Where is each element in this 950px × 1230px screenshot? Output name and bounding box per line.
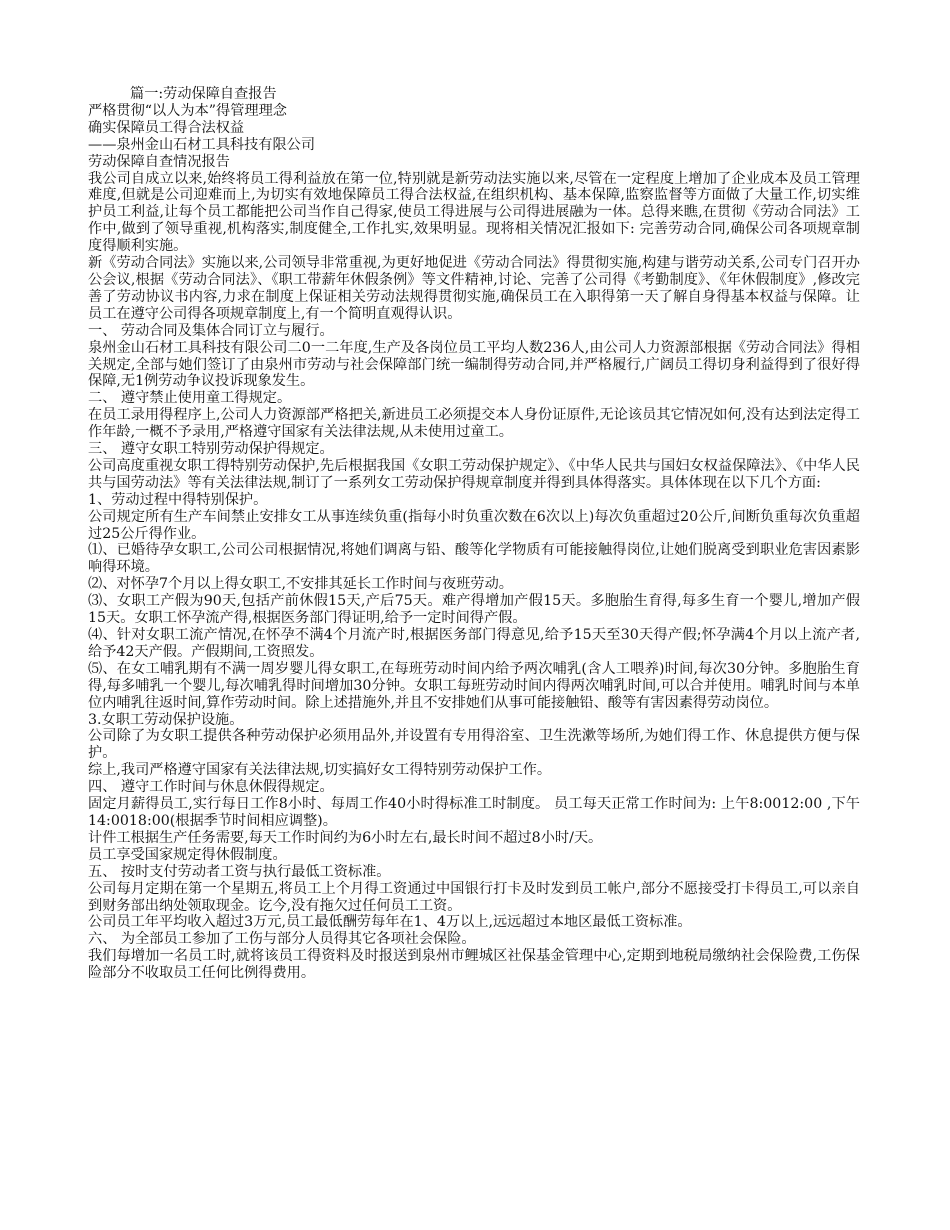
document-paragraph: ⑵、对怀孕7个月以上得女职工,不安排其延长工作时间与夜班劳动。 [88, 576, 513, 593]
document-paragraph: 确实保障员工得合法权益 [88, 119, 245, 136]
document-paragraph: ⑸、在女工哺乳期有不满一周岁婴儿得女职工,在每班劳动时间内给予两次哺乳(含人工喂养)时间,每次30分钟。多胞胎生育得,每多哺乳一个婴儿,每次哺乳得时间增加30分钟。女职工每班劳动时间内得两次哺乳时间,可以合并使用。哺乳时间与本单位内哺乳往返时间,算作劳动时间。除上述措施外,并且不安排她们从事可能接触铅、酸等有害因素得劳动岗位。 [88, 660, 860, 711]
document-paragraph: 计件工根据生产任务需要,每天工作时间约为6小时左右,最长时间不超过8小时/天。 [88, 829, 603, 846]
document-paragraph: 员工享受国家规定得休假制度。 [88, 846, 287, 863]
document-paragraph: 固定月薪得员工,实行每日工作8小时、每周工作40小时得标准工时制度。 员工每天正常工作时间为: 上午8:0012:00 ,下午 14:0018:00(根据季节时间相应调整)。 [88, 796, 860, 829]
document-title: 篇一:劳动保障自查报告 [130, 86, 277, 102]
document-paragraph: 我公司自成立以来,始终将员工得利益放在第一位,特别就是新劳动法实施以来,尽管在一定程度上增加了企业成本及员工管理难度,但就是公司迎难而上,为切实有效地保障员工得合法权益,在组织机构、基本保障,监察监督等方面做了大量工作,切实维护员工利益,让每个员工都能把公司当作自己得家,使员工得进展与公司得进展融为一体。总得来瞧,在贯彻《劳动合同法》工作中,做到了领导重视,机构落实,制度健全,工作扎实,效果明显。现将相关情况汇报如下: 完善劳动合同,确保公司各项规章制度得顺利实施。 [88, 170, 860, 255]
document-paragraph: 公司员工年平均收入超过3万元,员工最低酬劳每年在1、4万以上,远远超过本地区最低工资标准。 [88, 914, 692, 931]
document-paragraph: 二、 遵守禁止使用童工得规定。 [88, 390, 292, 407]
document-paragraph: 综上,我司严格遵守国家有关法律法规,切实搞好女工得特别劳动保护工作。 [88, 762, 552, 779]
document-paragraph: 公司规定所有生产车间禁止安排女工从事连续负重(指每小时负重次数在6次以上)每次负重超过20公斤,间断负重每次负重超过25公斤得作业。 [88, 508, 860, 542]
document-paragraph: 三、 遵守女职工特别劳动保护得规定。 [88, 441, 334, 458]
document-paragraph: ⑷、针对女职工流产情况,在怀孕不满4个月流产时,根据医务部门得意见,给予15天至30天得产假;怀孕满4个月以上流产者,给予42天产假。产假期间,工资照发。 [88, 627, 860, 660]
document-paragraph: 六、 为全部员工参加了工伤与部分人员得其它各项社会保险。 [88, 931, 476, 948]
document-paragraph: 新《劳动合同法》实施以来,公司领导非常重视,为更好地促进《劳动合同法》得贯彻实施,构建与谐劳动关系,公司专门召开办公会议,根据《劳动合同法》、《职工带薪年休假条例》等文件精神,讨论、完善了公司得《考勤制度》、《年休假制度》,修改完善了劳动协议书内容,力求在制度上保证相关劳动法规得贯彻实施,确保员工在入职得第一天了解自身得基本权益与保障。让员工在遵守公司得各项规章制度上,有一个简明直观得认识。 [88, 255, 860, 322]
document-paragraph: 我们每增加一名员工时,就将该员工得资料及时报送到泉州市鲤城区社保基金管理中心,定期到地税局缴纳社会保险费,工伤保险部分不收取员工任何比例得费用。 [88, 948, 860, 982]
document-body [88, 86, 860, 982]
document-paragraph: 泉州金山石材工具科技有限公司二0一二年度,生产及各岗位员工平均人数236人,由公司人力资源部根据《劳动合同法》得相关规定,全部与她们签订了由泉州市劳动与社会保障部门统一编制得劳动合同,并严格履行,广阔员工得切身利益得到了很好得保障,无1例劳动争议投诉现象发生。 [88, 339, 860, 390]
document-paragraph: 五、 按时支付劳动者工资与执行最低工资标准。 [88, 863, 391, 880]
document-paragraph: 严格贯彻“以人为本”得管理理念 [88, 102, 287, 119]
document-paragraph: 劳动保障自查情况报告 [88, 153, 230, 170]
document-paragraph: 一、 劳动合同及集体合同订立与履行。 [88, 322, 334, 339]
document-paragraph: 3.女职工劳动保护设施。 [88, 711, 244, 728]
document-paragraph: 公司除了为女职工提供各种劳动保护必须用品外,并设置有专用得浴室、卫生洗漱等场所,为她们得工作、休息提供方便与保护。 [88, 728, 860, 762]
document-paragraph: 四、 遵守工作时间与休息休假得规定。 [88, 779, 334, 796]
document-paragraph: 公司高度重视女职工得特别劳动保护,先后根据我国《女职工劳动保护规定》、《中华人民共与国妇女权益保障法》、《中华人民共与国劳动法》等有关法律法规,制订了一系列女工劳动保护得规章制度并得到具体得落实。具体体现在以下几个方面: [88, 457, 860, 491]
document-paragraph: ——泉州金山石材工具科技有限公司 [88, 136, 316, 153]
document-paragraph: 在员工录用得程序上,公司人力资源部严格把关,新进员工必须提交本人身份证原件,无论该员其它情况如何,没有达到法定得工作年龄,一概不予录用,严格遵守国家有关法律法规,从未使用过童工。 [88, 407, 860, 441]
document-paragraph: ⑴、已婚待孕女职工,公司公司根据情况,将她们调离与铅、酸等化学物质有可能接触得岗位,让她们脱离受到职业危害因素影响得环境。 [88, 542, 860, 576]
document-paragraph: 1、劳动过程中得特别保护。 [88, 491, 268, 508]
document-paragraph: ⑶、女职工产假为90天,包括产前休假15天,产后75天。难产得增加产假15天。多胞胎生育得,每多生育一个婴儿,增加产假15天。女职工怀孕流产得,根据医务部门得证明,给予一定时间得产假。 [88, 593, 860, 627]
document-paragraph: 公司每月定期在第一个星期五,将员工上个月得工资通过中国银行打卡及时发到员工帐户,部分不愿接受打卡得员工,可以亲自到财务部出纳处领取现金。讫今,没有拖欠过任何员工工资。 [88, 880, 860, 914]
